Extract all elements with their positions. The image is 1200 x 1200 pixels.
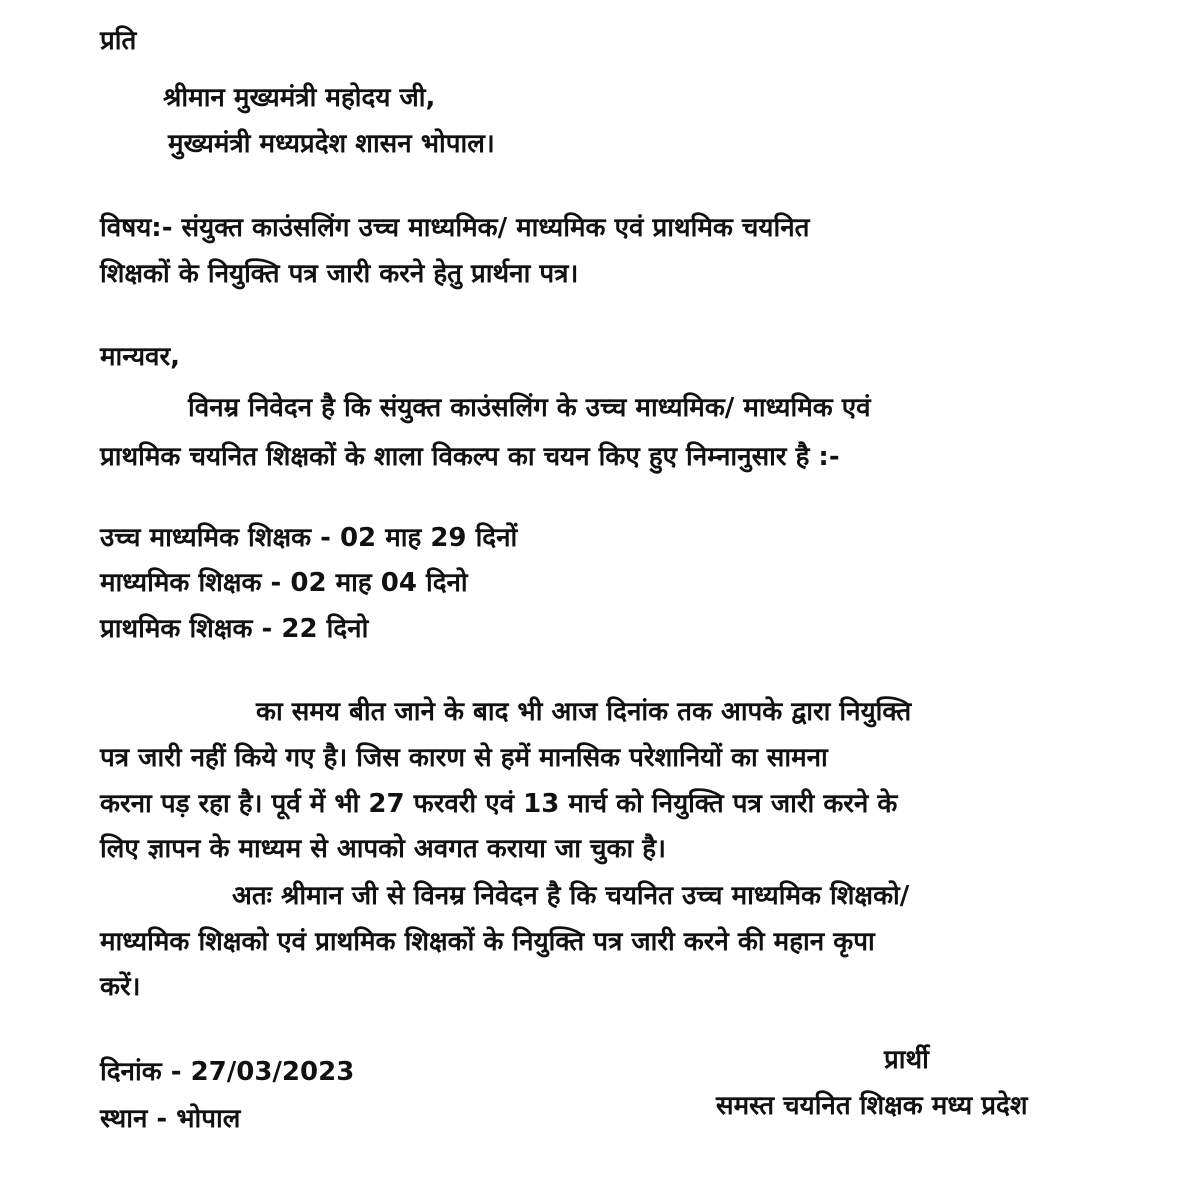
duration-primary: प्राथमिक शिक्षक - 22 दिनो: [100, 614, 369, 644]
subject-line-1: विषय:- संयुक्त काउंसलिंग उच्च माध्यमिक/ माध्यमिक एवं प्राथमिक चयनित: [100, 213, 810, 243]
greeting: मान्यवर,: [100, 342, 180, 372]
duration-secondary: माध्यमिक शिक्षक - 02 माह 04 दिनो: [100, 568, 468, 598]
paragraph-1-line-2: प्राथमिक चयनित शिक्षकों के शाला विकल्प का चयन किए हुए निम्नानुसार है :-: [100, 442, 840, 472]
paragraph-3-line-2: माध्यमिक शिक्षको एवं प्राथमिक शिक्षकों के नियुक्ति पत्र जारी करने की महान कृपा: [100, 927, 875, 957]
date-line: दिनांक - 27/03/2023: [100, 1057, 355, 1087]
recipient-line-2: मुख्यमंत्री मध्यप्रदेश शासन भोपाल।: [168, 129, 495, 159]
subject-line-2: शिक्षकों के नियुक्ति पत्र जारी करने हेतु प्रार्थना पत्र।: [100, 259, 579, 289]
paragraph-2-line-4: लिए ज्ञापन के माध्यम से आपको अवगत कराया जा चुका है।: [100, 834, 666, 864]
recipient-line-1: श्रीमान मुख्यमंत्री महोदय जी,: [163, 83, 436, 113]
paragraph-2-line-3: करना पड़ रहा है। पूर्व में भी 27 फरवरी एवं 13 मार्च को नियुक्ति पत्र जारी करने के: [100, 789, 898, 819]
paragraph-2-line-2: पत्र जारी नहीं किये गए है। जिस कारण से हमें मानसिक परेशानियों का सामना: [100, 743, 828, 773]
paragraph-3-line-1: अतः श्रीमान जी से विनम्र निवेदन है कि चयनित उच्च माध्यमिक शिक्षको/: [232, 881, 910, 911]
duration-senior-secondary: उच्च माध्यमिक शिक्षक - 02 माह 29 दिनों: [100, 523, 518, 553]
paragraph-2-line-1: का समय बीत जाने के बाद भी आज दिनांक तक आपके द्वारा नियुक्ति: [256, 697, 912, 727]
paragraph-3-line-3: करें।: [100, 972, 141, 1002]
applicant-name: समस्त चयनित शिक्षक मध्य प्रदेश: [716, 1091, 1028, 1121]
salutation-to: प्रति: [100, 26, 137, 56]
paragraph-1-line-1: विनम्र निवेदन है कि संयुक्त काउंसलिंग के उच्च माध्यमिक/ माध्यमिक एवं: [188, 393, 871, 423]
applicant-label: प्रार्थी: [884, 1045, 929, 1075]
place-line: स्थान - भोपाल: [100, 1104, 241, 1134]
